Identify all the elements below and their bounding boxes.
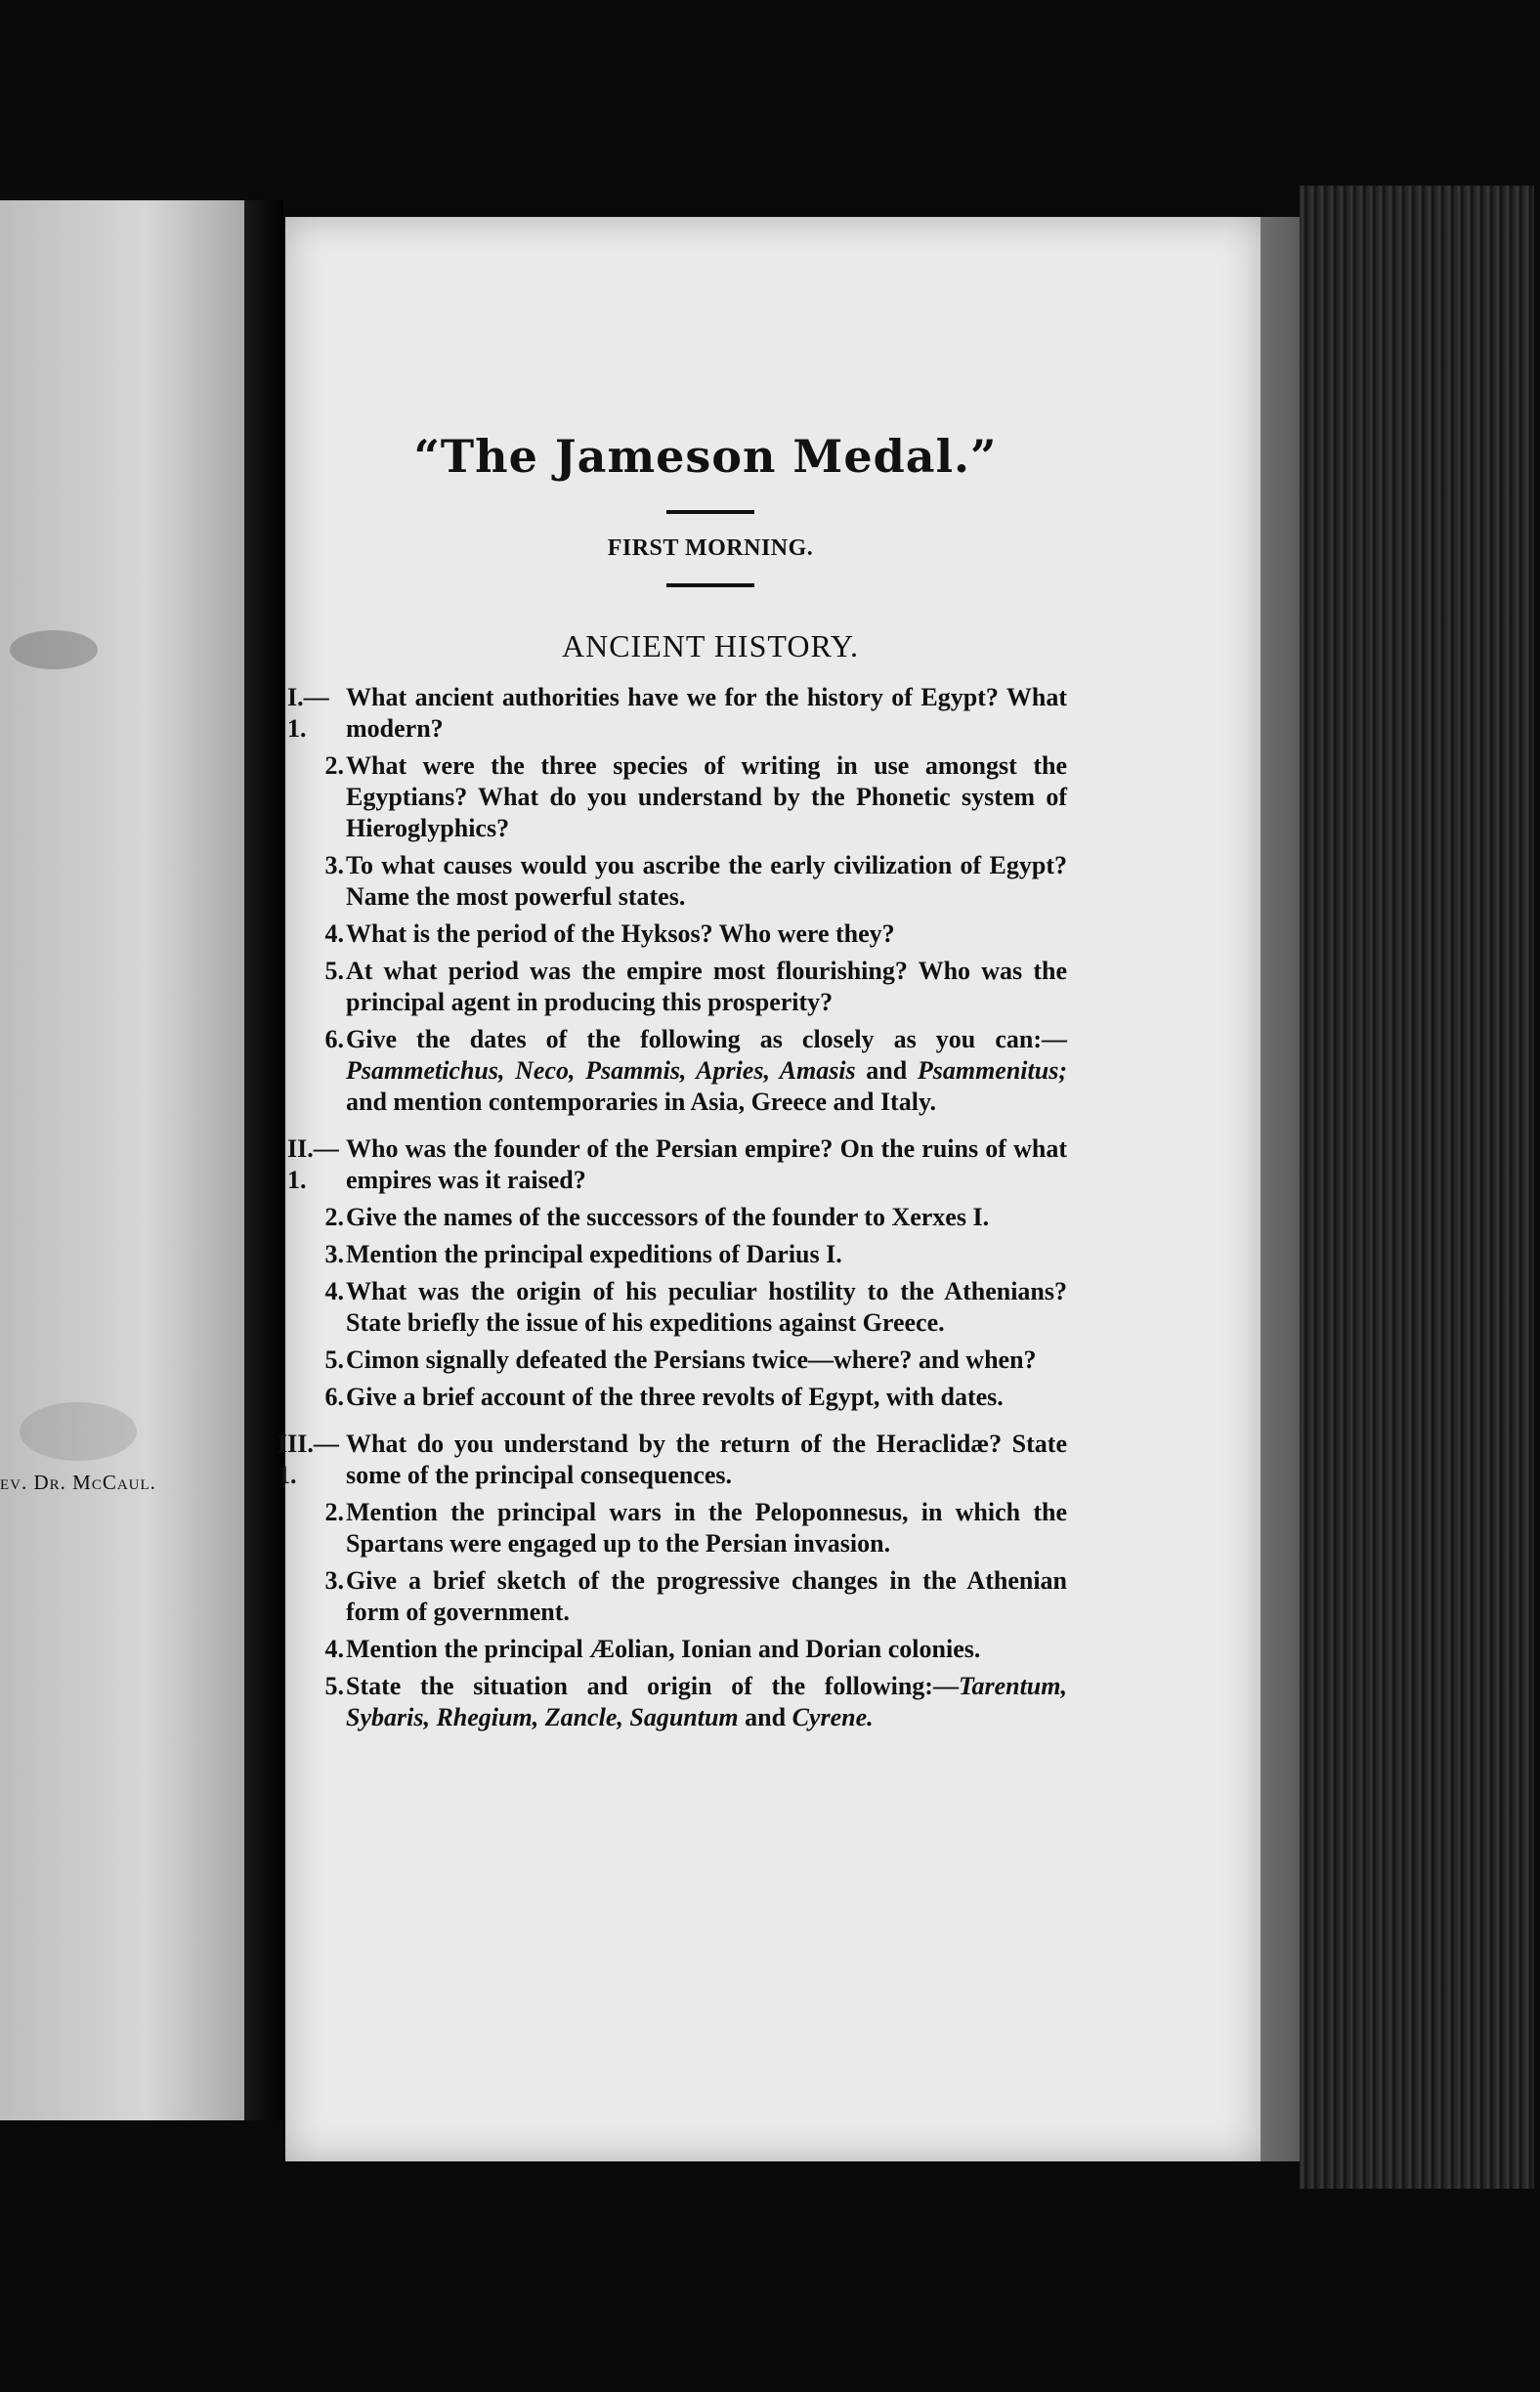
question: III.—1. What do you understand by the return of the Heraclidæ? State some of the principal consequences. bbox=[278, 1430, 1067, 1489]
question: I.—1. What ancient authorities have we for the history of Egypt? What modern? bbox=[287, 683, 1067, 743]
question-number: III.—1. bbox=[278, 1430, 339, 1489]
question: 4. Mention the principal Æolian, Ionian and Dorian colonies. bbox=[324, 1635, 981, 1663]
question: 5. State the situation and origin of the following:—Tarentum, Sybaris, Rhegium, Zancle, Saguntum and Cyrene. bbox=[324, 1672, 1067, 1731]
ink-blot bbox=[10, 630, 98, 669]
subject-heading: ANCIENT HISTORY. bbox=[561, 628, 860, 663]
page-edge bbox=[1261, 217, 1300, 2161]
question-number: I.—1. bbox=[287, 683, 329, 743]
question: 2. Give the names of the successors of the founder to Xerxes I. bbox=[324, 1203, 990, 1231]
question: 4. What is the period of the Hyksos? Who were they? bbox=[324, 919, 895, 948]
question: 3. Give a brief sketch of the progressive changes in the Athenian form of government. bbox=[324, 1566, 1067, 1626]
book-spine bbox=[244, 200, 283, 2120]
divider bbox=[666, 583, 754, 587]
left-page bbox=[0, 200, 244, 2120]
question: 3. To what causes would you ascribe the early civilization of Egypt? Name the most powerful states. bbox=[324, 851, 1067, 911]
page-content bbox=[278, 430, 1067, 1739]
question: 5. Cimon signally defeated the Persians twice—where? and when? bbox=[324, 1346, 1037, 1374]
page-title: “The Jameson Medal.” bbox=[413, 430, 998, 483]
left-page-caption: ev. Dr. McCaul. bbox=[0, 1471, 156, 1494]
page-stack bbox=[1300, 186, 1534, 2189]
question: 5. At what period was the empire most flourishing? Who was the principal agent in producing this prosperity? bbox=[324, 957, 1067, 1016]
question: II.—1. Who was the founder of the Persian empire? On the ruins of what empires was it raised? bbox=[287, 1134, 1067, 1194]
question: 4. What was the origin of his peculiar hostility to the Athenians? State briefly the issue of his expeditions against Greece. bbox=[324, 1277, 1067, 1337]
question: 6. Give a brief account of the three revolts of Egypt, with dates. bbox=[324, 1383, 1004, 1411]
question: 2. Mention the principal wars in the Peloponnesus, in which the Spartans were engaged up to the Persian invasion. bbox=[324, 1498, 1067, 1558]
session-heading: FIRST MORNING. bbox=[607, 535, 814, 561]
question-number: II.—1. bbox=[287, 1134, 339, 1194]
ink-blot bbox=[20, 1402, 137, 1461]
question: 6. Give the dates of the following as closely as you can:— Psammetichus, Neco, Psammis, Apries, Amasis and Psammenitus; and mention contemporaries in Asia, Greece and Italy. bbox=[324, 1025, 1067, 1116]
divider bbox=[666, 510, 754, 514]
question: 3. Mention the principal expeditions of Darius I. bbox=[324, 1240, 842, 1268]
question: 2. What were the three species of writing in use amongst the Egyptians? What do you understand by the Phonetic system of Hieroglyphics? bbox=[324, 751, 1067, 842]
